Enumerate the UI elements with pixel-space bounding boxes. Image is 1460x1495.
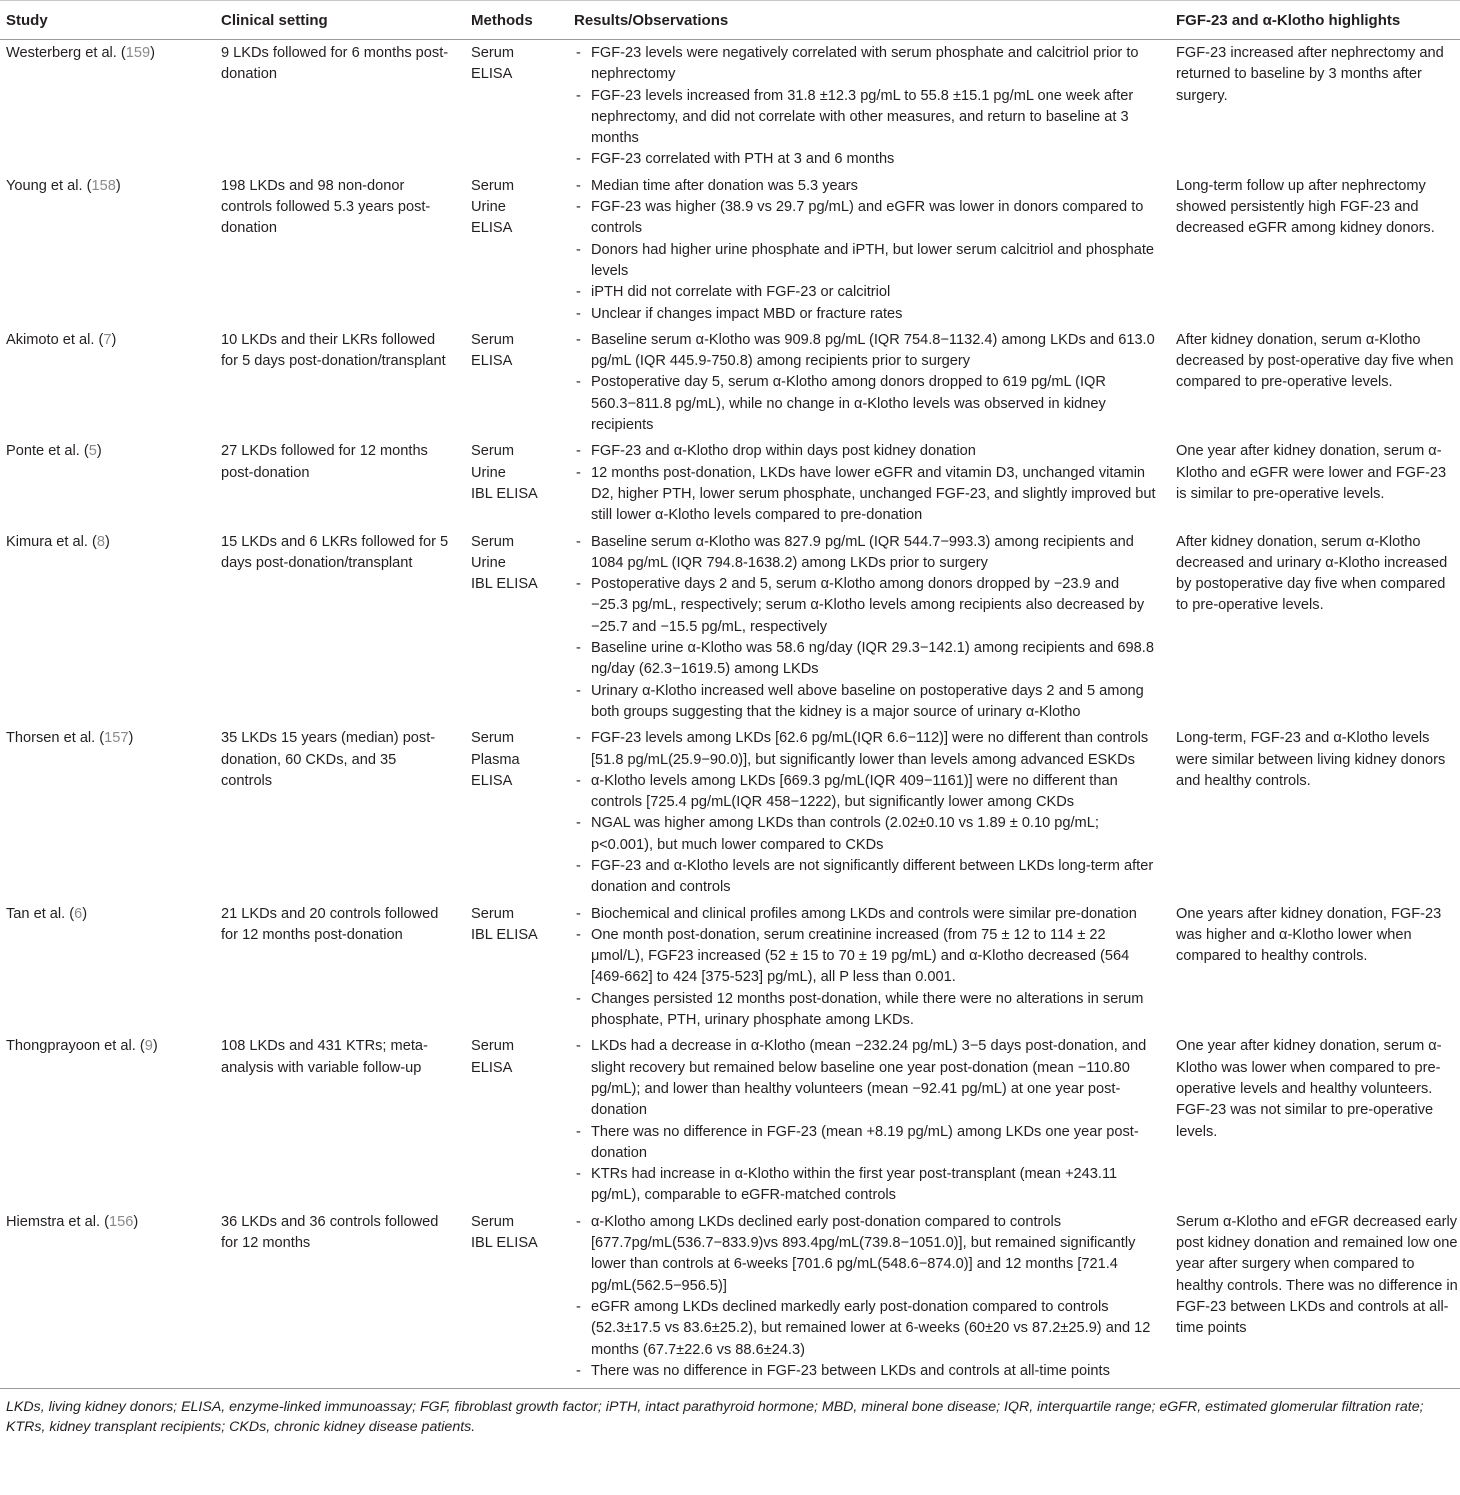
clinical-setting-cell: 198 LKDs and 98 non-donor controls followed 5.3 years post-donation [221,177,431,237]
results-list [574,728,1156,898]
study-cell [0,40,221,173]
method-item: Urine [471,464,506,481]
method-item: Serum [471,331,514,348]
study-cell [0,327,221,438]
study-cell [0,1209,221,1389]
table-footnote: LKDs, living kidney donors; ELISA, enzyme-linked immunoassay; FGF, fibroblast growth factor; iPTH, intact parathyroid hormone; MBD, mineral bone disease; IQR, interquartile range; eGFR, estimated glomerular filtration rate; KTRs, kidney transplant recipients; CKDs, chronic kidney disease patients. [6,1399,1424,1436]
method-item: ELISA [471,772,513,789]
table-body [0,40,1460,1389]
result-item: - There was no difference in FGF-23 (mean +8.19 pg/mL) among LKDs one year post-donation [574,1122,1156,1165]
study-name: Akimoto et al. ( [6,331,104,348]
clinical-setting-cell: 15 LKDs and 6 LKRs followed for 5 days post-donation/transplant [221,533,449,571]
reference-link[interactable]: 9 [144,1038,153,1055]
methods-cell [471,901,574,1034]
table-row [0,327,1460,438]
clinical-setting-cell: 9 LKDs followed for 6 months post-donation [221,45,449,83]
study-name: Thorsen et al. ( [6,730,105,747]
result-item: - Biochemical and clinical profiles among LKDs and controls were similar pre-donation [574,904,1156,925]
table-row [0,173,1460,327]
method-item: Serum [471,443,514,460]
header-highlights: FGF-23 and α-Klotho highlights [1176,1,1460,40]
clinical-setting-cell: 21 LKDs and 20 controls followed for 12 months post-donation [221,905,439,943]
reference-link[interactable]: 159 [125,45,151,61]
result-item: - Unclear if changes impact MBD or fracture rates [574,304,1156,325]
result-item: - FGF-23 levels among LKDs [62.6 pg/mL(IQR 6.6−112)] were no different than controls [51.8 pg/mL(25.9−90.0)], but significantly lower than levels among advanced ESKDs [574,728,1156,771]
table-row [0,901,1460,1034]
result-item: - Baseline serum α-Klotho was 909.8 pg/mL (IQR 754.8−1132.4) among LKDs and 613.0 pg/mL (IQR 445.9-750.8) among recipients prior to surgery [574,330,1156,373]
table-row [0,40,1460,173]
study-cell [0,529,221,726]
study-name: Kimura et al. ( [6,533,97,550]
highlight-cell: One year after kidney donation, serum α-Klotho and eGFR were lower and FGF-23 is similar to pre-operative levels. [1176,443,1447,502]
reference-link[interactable]: 8 [96,533,105,550]
results-cell [574,40,1176,173]
method-item: Serum [471,1213,514,1230]
results-cell [574,327,1176,438]
reference-link[interactable]: 5 [88,443,97,460]
study-close-paren: ) [150,45,156,61]
table-row [0,438,1460,528]
results-cell [574,173,1176,327]
methods-cell [471,173,574,327]
result-item: - KTRs had increase in α-Klotho within the first year post-transplant (mean +243.11 pg/mL), comparable to eGFR-matched controls [574,1164,1156,1207]
method-item: ELISA [471,353,513,370]
results-cell [574,529,1176,726]
result-item: - FGF-23 and α-Klotho levels are not significantly different between LKDs long-term after donation and controls [574,856,1156,899]
study-name: Westerberg et al. ( [6,45,126,61]
method-item: Urine [471,554,506,571]
results-cell [574,438,1176,528]
methods-cell [471,40,574,173]
method-item: IBL ELISA [471,1235,538,1252]
study-close-paren: ) [96,443,102,460]
study-close-paren: ) [152,1038,158,1055]
result-item: - α-Klotho among LKDs declined early post-donation compared to controls [677.7pg/mL(536.7−833.9)vs 893.4pg/mL(739.8−1051.0)], but remained significantly lower than controls at 6-weeks [701.6 pg/mL(548.6−874.0)] and 12 months [721.4 pg/mL(562.5−956.5)] [574,1212,1156,1297]
methods-cell [471,327,574,438]
study-close-paren: ) [115,177,121,194]
result-item: - Baseline serum α-Klotho was 827.9 pg/mL (IQR 544.7−993.3) among recipients and 1084 pg/mL (IQR 794.8-1638.2) among LKDs prior to surgery [574,532,1156,575]
highlight-cell: Long-term, FGF-23 and α-Klotho levels were similar between living kidney donors and healthy controls. [1176,730,1446,789]
method-item: Serum [471,533,514,550]
table-row [0,1209,1460,1389]
method-item: Serum [471,45,514,61]
result-item: - α-Klotho levels among LKDs [669.3 pg/mL(IQR 409−1161)] were no different than controls [725.4 pg/mL(IQR 458−1222), but significantly lower among CKDs [574,771,1156,814]
reference-link[interactable]: 157 [104,730,129,747]
method-item: ELISA [471,1059,513,1076]
result-item: - eGFR among LKDs declined markedly early post-donation compared to controls (52.3±17.5 vs 83.6±25.2), but remained lower at 6-weeks (60±20 vs 87.2±25.9) and 12 months (67.7±22.6 vs 88.6±24.3) [574,1297,1156,1361]
method-item: ELISA [471,220,513,237]
methods-cell [471,438,574,528]
study-close-paren: ) [133,1213,139,1230]
result-item: - FGF-23 levels increased from 31.8 ±12.3 pg/mL to 55.8 ±15.1 pg/mL one week after nephrectomy, and did not correlate with other measures, and return to baseline at 3 months [574,86,1156,150]
highlight-cell: FGF-23 increased after nephrectomy and returned to baseline by 3 months after surgery. [1176,45,1444,104]
method-item: ELISA [471,66,513,83]
header-results: Results/Observations [574,1,1176,40]
results-cell [574,901,1176,1034]
table-row [0,529,1460,726]
method-item: Urine [471,199,506,216]
highlight-cell: After kidney donation, serum α-Klotho decreased by post-operative day five when compared to pre-operative levels. [1176,331,1454,391]
study-close-paren: ) [111,331,117,348]
result-item: - LKDs had a decrease in α-Klotho (mean −232.24 pg/mL) 3−5 days post-donation, and slight recovery but remained below baseline one year post-donation (mean −110.80 pg/mL); and lower than healthy volunteers (mean −92.41 pg/mL) at one year post-donation [574,1036,1156,1121]
study-name: Thongprayoon et al. ( [6,1038,145,1055]
results-list [574,1036,1156,1206]
method-item: IBL ELISA [471,926,538,943]
study-close-paren: ) [82,905,88,922]
results-cell [574,1033,1176,1208]
results-list [574,43,1156,171]
study-cell [0,173,221,327]
results-cell [574,1209,1176,1389]
table-row [0,725,1460,900]
result-item: - FGF-23 levels were negatively correlated with serum phosphate and calcitriol prior to nephrectomy [574,43,1156,86]
result-item: - Postoperative day 5, serum α-Klotho among donors dropped to 619 pg/mL (IQR 560.3−811.8 pg/mL), while no change in α-Klotho levels was observed in kidney recipients [574,372,1156,436]
result-item: - 12 months post-donation, LKDs have lower eGFR and vitamin D3, unchanged vitamin D2, higher PTH, lower serum phosphate, unchanged FGF-23, and slightly improved but still lower α-Klotho levels compared to pre-donation [574,463,1156,527]
table-header [0,1,1460,40]
results-list [574,441,1156,526]
clinical-setting-cell: 27 LKDs followed for 12 months post-donation [221,443,428,481]
method-item: Plasma [471,751,520,768]
results-list [574,330,1156,436]
highlight-cell: Serum α-Klotho and eFGR decreased early post kidney donation and remained low one year after surgery when compared to healthy controls. There was no difference in FGF-23 between LKDs and controls at all-time points [1176,1209,1460,1389]
method-item: Serum [471,1038,514,1055]
clinical-setting-cell: 35 LKDs 15 years (median) post-donation, 60 CKDs, and 35 controls [221,730,436,789]
method-item: Serum [471,905,514,922]
results-cell [574,725,1176,900]
study-cell [0,725,221,900]
header-clinical-setting: Clinical setting [221,1,471,40]
header-methods: Methods [471,1,574,40]
results-list [574,532,1156,724]
result-item: - iPTH did not correlate with FGF-23 or calcitriol [574,282,1156,303]
result-item: - FGF-23 was higher (38.9 vs 29.7 pg/mL) and eGFR was lower in donors compared to controls [574,197,1156,240]
result-item: - Donors had higher urine phosphate and iPTH, but lower serum calcitriol and phosphate levels [574,240,1156,283]
header-study: Study [0,1,221,40]
reference-link[interactable]: 156 [109,1213,134,1230]
methods-cell [471,529,574,726]
clinical-setting-cell: 10 LKDs and their LKRs followed for 5 days post-donation/transplant [221,331,446,370]
study-name: Young et al. ( [6,177,92,194]
methods-cell [471,1209,574,1389]
highlight-cell: One year after kidney donation, serum α-Klotho was lower when compared to pre-operative levels and healthy volunteers. FGF-23 was not similar to pre-operative levels. [1176,1038,1442,1140]
methods-cell [471,725,574,900]
clinical-setting-cell: 108 LKDs and 431 KTRs; meta-analysis with variable follow-up [221,1038,428,1076]
study-name: Ponte et al. ( [6,443,89,460]
study-name: Hiemstra et al. ( [6,1213,109,1230]
result-item: - Postoperative days 2 and 5, serum α-Klotho among donors dropped by −23.9 and −25.3 pg/mL, respectively; serum α-Klotho levels among recipients also decreased by −25.7 and −15.5 pg/mL, respectively [574,574,1156,638]
reference-link[interactable]: 6 [74,905,83,922]
method-item: IBL ELISA [471,485,538,502]
study-name: Tan et al. ( [6,905,75,922]
result-item: - FGF-23 and α-Klotho drop within days post kidney donation [574,441,1156,462]
method-item: IBL ELISA [471,576,538,593]
reference-link[interactable]: 158 [91,177,116,194]
highlight-cell: Long-term follow up after nephrectomy showed persistently high FGF-23 and decreased eGFR among kidney donors. [1176,177,1435,237]
method-item: Serum [471,730,514,747]
result-item: - Changes persisted 12 months post-donation, while there were no alterations in serum phosphate, PTH, urinary phosphate among LKDs. [574,989,1156,1032]
results-list [574,176,1156,325]
result-item: - One month post-donation, serum creatinine increased (from 75 ± 12 to 114 ± 22 μmol/L), FGF23 increased (52 ± 15 to 70 ± 19 pg/mL) and α-Klotho decreased (564 [469-662] to 424 [375-523] pg/mL), all P less than 0.001. [574,925,1156,989]
result-item: - Urinary α-Klotho increased well above baseline on postoperative days 2 and 5 among both groups suggesting that the kidney is a major source of urinary α-Klotho [574,681,1156,724]
results-list [574,904,1156,1032]
table-row [0,1033,1460,1208]
result-item: - There was no difference in FGF-23 between LKDs and controls at all-time points [574,1361,1156,1382]
highlight-cell: One years after kidney donation, FGF-23 was higher and α-Klotho lower when compared to healthy controls. [1176,905,1442,965]
study-close-paren: ) [128,730,134,747]
result-item: - FGF-23 correlated with PTH at 3 and 6 months [574,149,1156,170]
results-list [574,1212,1156,1382]
highlight-cell: After kidney donation, serum α-Klotho decreased and urinary α-Klotho increased by postoperative day five when compared to pre-operative levels. [1176,533,1448,614]
study-cell [0,1033,221,1208]
reference-link[interactable]: 7 [103,331,112,348]
result-item: - Median time after donation was 5.3 years [574,176,1156,197]
study-cell [0,901,221,1034]
method-item: Serum [471,177,514,194]
clinical-setting-cell: 36 LKDs and 36 controls followed for 12 months [221,1209,471,1389]
methods-cell [471,1033,574,1208]
study-close-paren: ) [104,533,110,550]
result-item: - Baseline urine α-Klotho was 58.6 ng/day (IQR 29.3−142.1) among recipients and 698.8 ng/day (62.3−1619.5) among LKDs [574,638,1156,681]
result-item: - NGAL was higher among LKDs than controls (2.02±0.10 vs 1.89 ± 0.10 pg/mL; p<0.001), but much lower compared to CKDs [574,813,1156,856]
study-cell [0,438,221,528]
